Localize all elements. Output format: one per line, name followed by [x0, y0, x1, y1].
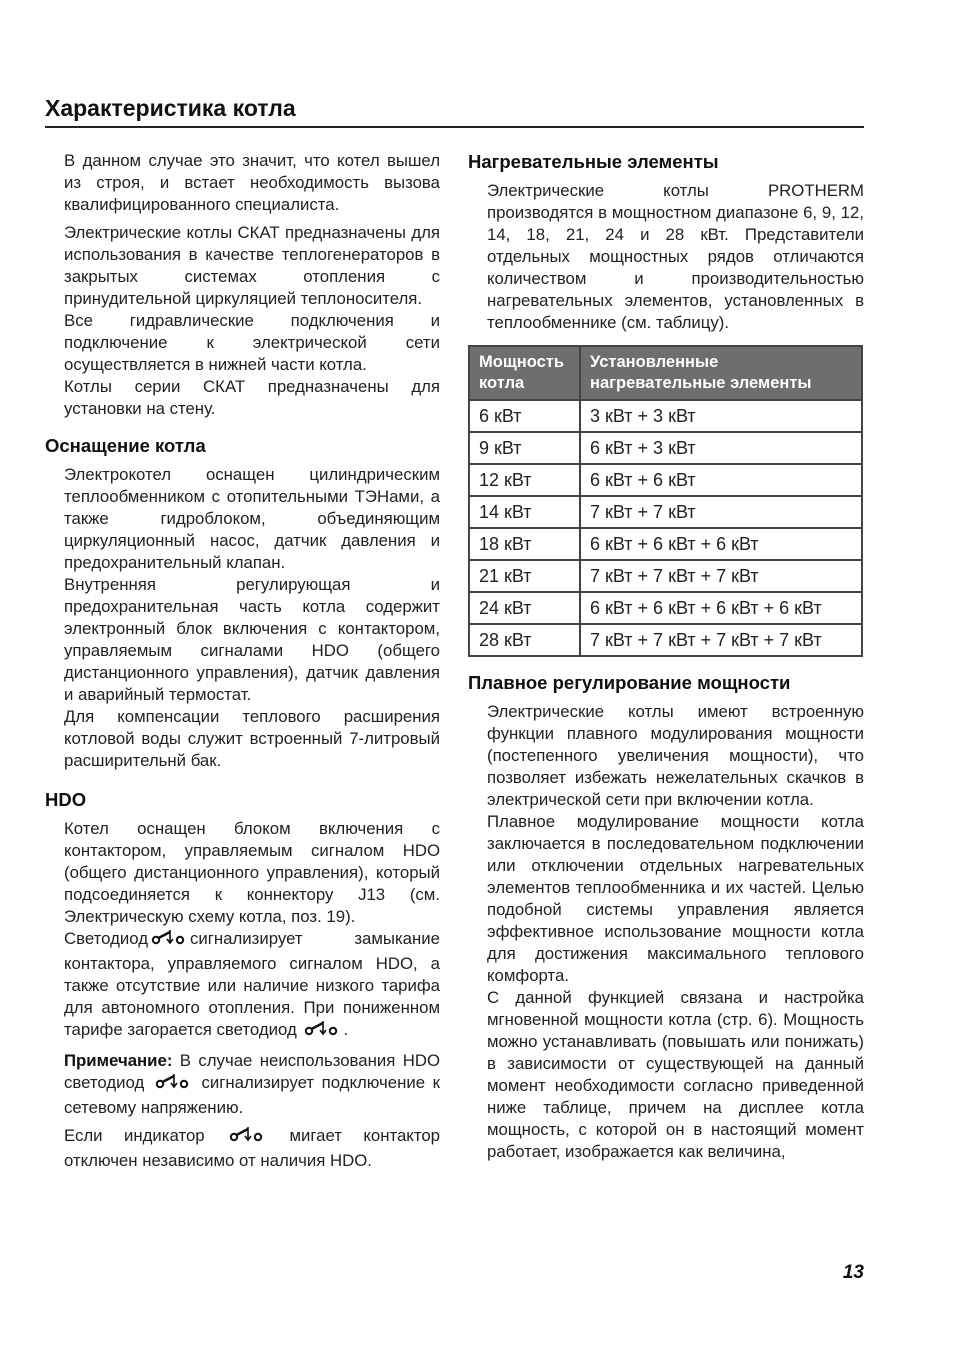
cell-elements: 7 кВт + 7 кВт + 7 кВт: [580, 560, 862, 592]
text-fragment: В случае неиспользования HDO светодиод: [64, 1051, 440, 1092]
text-fragment: .: [343, 1020, 349, 1039]
paragraph: С данной функцией связана и настройка мгновенной мощности котла (стр. 6). Мощность можно устанавливать (повышать или понижать) в зависимости от существующей на данный момент необходимости согласно приведенной ниже таблице, причем на дисплее котла мощность, с которой он в настоящий момент работает, изображается как величина,: [487, 988, 864, 1161]
cell-power: 12 кВт: [469, 464, 580, 496]
table-row: [469, 528, 862, 560]
page-number: 13: [842, 1262, 864, 1283]
cell-power: 9 кВт: [469, 432, 580, 464]
cell-power: 24 кВт: [469, 592, 580, 624]
text-fragment: Светодиод: [64, 929, 149, 948]
paragraph: Все гидравлические подключения и подключение к электрической сети осуществляется в нижней части котла.: [64, 311, 440, 374]
text-fragment: мигает контактор отключен независимо от наличия HDO.: [64, 1126, 440, 1170]
cell-power: 21 кВт: [469, 560, 580, 592]
paragraph: Электрические котлы СКАТ предназначены для использования в качестве теплогенераторов в закрытых системах отопления с принудительной циркуляцией теплоносителя.: [64, 223, 440, 308]
hdo-led-icon: [229, 1126, 265, 1150]
paragraph: Для компенсации теплового расширения котловой воды служит встроенный 7-литровый расширительнй бак.: [64, 707, 440, 770]
right-column: [468, 150, 864, 1163]
hdo-led-icon: [155, 1073, 191, 1097]
paragraph: Электрические котлы имеют встроенную функции плавного модулирования мощности (постепенного увеличения мощности), что позволяет избежать нежелательных скачков в электрической сети при включении котла.: [487, 702, 864, 809]
title-divider: [45, 126, 864, 128]
paragraph: Котел оснащен блоком включения с контактором, управляемым сигналом HDO (общего дистанционного управления), который подсоединяется к коннектору J13 (см. Электрическую схему котла, поз. 19).: [64, 819, 440, 926]
cell-elements: 6 кВт + 6 кВт + 6 кВт + 6 кВт: [580, 592, 862, 624]
note-paragraph: [64, 1050, 440, 1119]
cell-power: 14 кВт: [469, 496, 580, 528]
cell-elements: 7 кВт + 7 кВт + 7 кВт + 7 кВт: [580, 624, 862, 656]
cell-elements: 6 кВт + 6 кВт + 6 кВт: [580, 528, 862, 560]
note-label: Примечание:: [64, 1051, 173, 1070]
table-row: [469, 400, 862, 432]
paragraph: Котлы серии СКАТ предназначены для установки на стену.: [64, 377, 440, 418]
cell-power: 28 кВт: [469, 624, 580, 656]
text-fragment: сигнализирует подключение к сетевому напряжению.: [64, 1073, 440, 1117]
paragraph: [64, 928, 440, 1044]
section-heading-hdo: HDO: [45, 789, 87, 810]
paragraph: Плавное модулирование мощности котла заключается в последовательном подключении или отключении отдельных нагревательных элементов теплообменника и их частей. Целью подобной системы управления является эффективное использование мощности котла для достижения максимального теплового комфорта.: [487, 812, 864, 985]
paragraph: Внутренняя регулирующая и предохранительная часть котла содержит электронный блок включения с контактором, управляемым сигналами HDO (общего дистанционного управления), датчик давления и аварийный термостат.: [64, 575, 440, 704]
power-table: [468, 345, 863, 657]
table-row: [469, 560, 862, 592]
table-header-power: Мощность котла: [469, 346, 580, 400]
table-row: [469, 496, 862, 528]
cell-elements: 6 кВт + 6 кВт: [580, 464, 862, 496]
paragraph: [64, 1125, 440, 1172]
table-row: [469, 432, 862, 464]
cell-power: 18 кВт: [469, 528, 580, 560]
cell-power: 6 кВт: [469, 400, 580, 432]
table-header-row: [469, 346, 862, 400]
table-row: [469, 592, 862, 624]
hdo-led-icon: [151, 929, 187, 953]
section-heading-smooth-regulation: Плавное регулирование мощности: [468, 672, 791, 693]
left-column: [45, 150, 440, 1178]
paragraph: В данном случае это значит, что котел вышел из строя, и встает необходимость вызова квалифицированного специалиста.: [64, 151, 440, 214]
text-fragment: сигнализирует замыкание контактора, управляемого сигналом HDO, а также отсутствие или наличие низкого тарифа для автономного отопления. При пониженном тарифе загорается светодиод: [64, 929, 440, 1039]
cell-elements: 7 кВт + 7 кВт: [580, 496, 862, 528]
paragraph: Электрические котлы PROTHERM производятся в мощностном диапазоне 6, 9, 12, 14, 18, 21, 24 и 28 кВт. Представители отдельных мощностных рядов отличаются количеством и производительностью нагревательных элементов, установленных в теплообменнике (см. таблицу).: [487, 181, 864, 332]
section-heading-heating: Нагревательные элементы: [468, 151, 719, 172]
table-header-elements: Установленные нагревательные элементы: [580, 346, 862, 400]
hdo-led-icon: [304, 1020, 340, 1044]
cell-elements: 6 кВт + 3 кВт: [580, 432, 862, 464]
table-row: [469, 624, 862, 656]
section-heading-equipment: Оснащение котла: [45, 435, 206, 456]
table-row: [469, 464, 862, 496]
paragraph: Электрокотел оснащен цилиндрическим теплообменником с отопительными ТЭНами, а также гидроблоком, объединяющим циркуляционный насос, датчик давления и предохранительный клапан.: [64, 465, 440, 572]
cell-elements: 3 кВт + 3 кВт: [580, 400, 862, 432]
text-fragment: Если индикатор: [64, 1126, 205, 1145]
page-title: Характеристика котла: [45, 95, 296, 121]
